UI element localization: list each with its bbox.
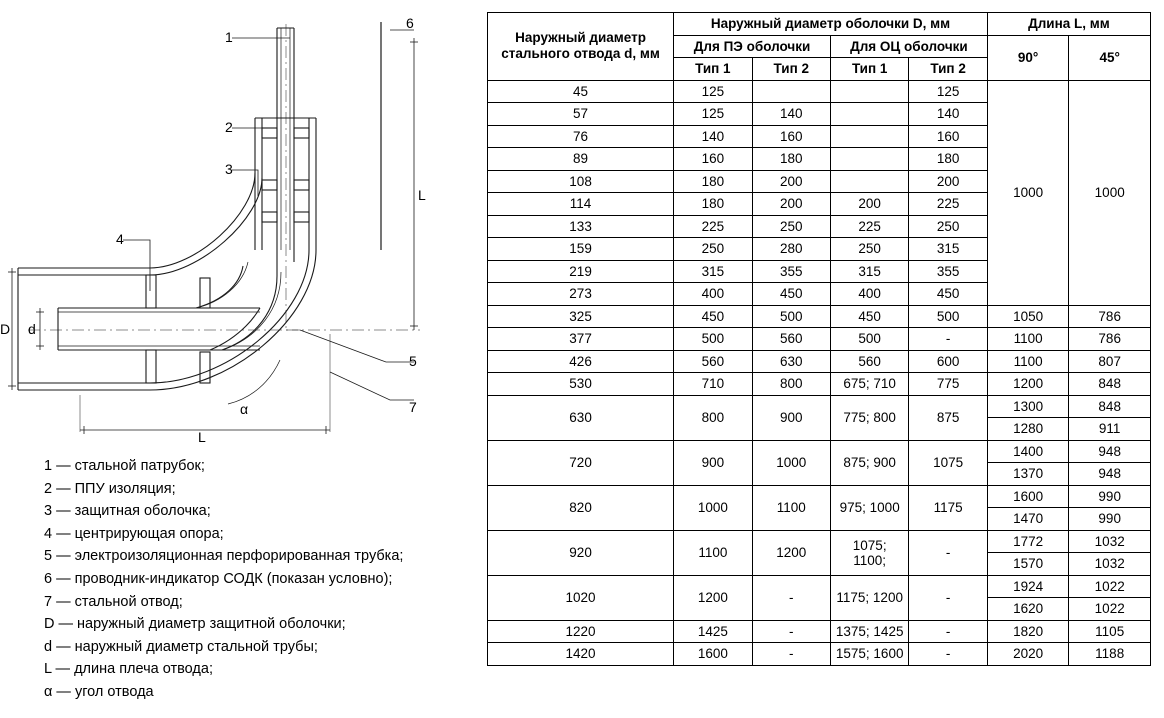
legend-item: D — наружный диаметр защитной оболочки; bbox=[44, 616, 346, 633]
cell-l45: 990 bbox=[1069, 485, 1151, 508]
legend-item: 3 — защитная оболочка; bbox=[44, 503, 211, 520]
cell-l90: 1000 bbox=[987, 80, 1069, 305]
cell-l45: 786 bbox=[1069, 328, 1151, 351]
cell-pe1: 140 bbox=[674, 125, 752, 148]
cell-pe2: - bbox=[752, 643, 830, 666]
cell-oc1: 1375; 1425 bbox=[830, 620, 908, 643]
cell-d: 89 bbox=[488, 148, 674, 171]
cell-oc2: 250 bbox=[909, 215, 987, 238]
header-oc-type-1: Тип 1 bbox=[830, 58, 908, 81]
cell-oc2: 180 bbox=[909, 148, 987, 171]
cell-pe1: 450 bbox=[674, 305, 752, 328]
cell-oc1 bbox=[830, 103, 908, 126]
cell-oc1: 250 bbox=[830, 238, 908, 261]
cell-l45: 1000 bbox=[1069, 80, 1151, 305]
cell-oc1: 400 bbox=[830, 283, 908, 306]
cell-pe1: 160 bbox=[674, 148, 752, 171]
cell-pe2: 500 bbox=[752, 305, 830, 328]
cell-oc2: 225 bbox=[909, 193, 987, 216]
cell-oc1: 975; 1000 bbox=[830, 485, 908, 530]
callout-4: 4 bbox=[116, 231, 124, 247]
dim-label-L-horizontal: L bbox=[198, 429, 206, 445]
callout-1: 1 bbox=[225, 29, 233, 45]
cell-d: 76 bbox=[488, 125, 674, 148]
dim-label-D: D bbox=[0, 321, 11, 337]
cell-d: 108 bbox=[488, 170, 674, 193]
cell-pe2: 1100 bbox=[752, 485, 830, 530]
cell-d: 530 bbox=[488, 373, 674, 396]
cell-pe2 bbox=[752, 80, 830, 103]
cell-oc2: 875 bbox=[909, 395, 987, 440]
cell-pe1: 225 bbox=[674, 215, 752, 238]
cell-oc2: 315 bbox=[909, 238, 987, 261]
cell-oc1: 225 bbox=[830, 215, 908, 238]
cell-oc2: - bbox=[909, 620, 987, 643]
elbow-drawing-svg bbox=[0, 0, 480, 460]
header-angle-45: 45° bbox=[1069, 35, 1151, 80]
cell-oc2: 500 bbox=[909, 305, 987, 328]
cell-pe2: 450 bbox=[752, 283, 830, 306]
table-row bbox=[488, 530, 1151, 553]
legend-list bbox=[44, 455, 474, 704]
table-row bbox=[488, 575, 1151, 598]
cell-oc2: 125 bbox=[909, 80, 987, 103]
cell-oc2: 160 bbox=[909, 125, 987, 148]
cell-pe2: 355 bbox=[752, 260, 830, 283]
header-length-group: Длина L, мм bbox=[987, 13, 1150, 36]
cell-oc1: 450 bbox=[830, 305, 908, 328]
cell-d: 133 bbox=[488, 215, 674, 238]
dim-label-L-vertical: L bbox=[418, 187, 426, 203]
callout-5: 5 bbox=[409, 353, 417, 369]
cell-d: 377 bbox=[488, 328, 674, 351]
cell-l90: 1924 bbox=[987, 575, 1069, 598]
cell-oc2: 1175 bbox=[909, 485, 987, 530]
cell-l90: 1400 bbox=[987, 440, 1069, 463]
cell-pe1: 180 bbox=[674, 193, 752, 216]
cell-l90: 1100 bbox=[987, 350, 1069, 373]
table-row bbox=[488, 305, 1151, 328]
cell-l90-alt: 1620 bbox=[987, 598, 1069, 621]
cell-pe1: 500 bbox=[674, 328, 752, 351]
table-row bbox=[488, 328, 1151, 351]
cell-pe1: 125 bbox=[674, 80, 752, 103]
cell-oc1: 1175; 1200 bbox=[830, 575, 908, 620]
cell-oc2: - bbox=[909, 530, 987, 575]
cell-oc1 bbox=[830, 170, 908, 193]
table-row bbox=[488, 80, 1151, 103]
cell-oc2: 775 bbox=[909, 373, 987, 396]
legend-item: 4 — центрирующая опора; bbox=[44, 525, 224, 542]
cell-d: 1020 bbox=[488, 575, 674, 620]
cell-l90-alt: 1280 bbox=[987, 418, 1069, 441]
cell-d: 426 bbox=[488, 350, 674, 373]
header-pe-type-2: Тип 2 bbox=[752, 58, 830, 81]
header-line-2: стального отвода d, мм bbox=[501, 46, 660, 62]
cell-l45: 1105 bbox=[1069, 620, 1151, 643]
table-row bbox=[488, 620, 1151, 643]
cell-pe1: 800 bbox=[674, 395, 752, 440]
cell-oc2: - bbox=[909, 328, 987, 351]
header-angle-90: 90° bbox=[987, 35, 1069, 80]
cell-pe2: 1200 bbox=[752, 530, 830, 575]
cell-l90-alt: 1570 bbox=[987, 553, 1069, 576]
cell-oc2: 1075 bbox=[909, 440, 987, 485]
cell-oc1: 315 bbox=[830, 260, 908, 283]
cell-oc1-line2: 1100; bbox=[853, 552, 887, 568]
cell-pe1: 900 bbox=[674, 440, 752, 485]
cell-d: 920 bbox=[488, 530, 674, 575]
cell-d: 820 bbox=[488, 485, 674, 530]
cell-oc1: 200 bbox=[830, 193, 908, 216]
cell-l90: 1600 bbox=[987, 485, 1069, 508]
header-line-1: Наружный диаметр bbox=[515, 30, 646, 46]
cell-oc1: 1575; 1600 bbox=[830, 643, 908, 666]
cell-l90: 1772 bbox=[987, 530, 1069, 553]
cell-pe2: 180 bbox=[752, 148, 830, 171]
cell-pe2: 200 bbox=[752, 170, 830, 193]
cell-oc1 bbox=[830, 530, 908, 575]
cell-d: 325 bbox=[488, 305, 674, 328]
cell-d: 273 bbox=[488, 283, 674, 306]
cell-l90: 1100 bbox=[987, 328, 1069, 351]
cell-l90: 1050 bbox=[987, 305, 1069, 328]
header-shell-diameter-group: Наружный диаметр оболочки D, мм bbox=[674, 13, 988, 36]
cell-pe2: 900 bbox=[752, 395, 830, 440]
cell-l45: 1188 bbox=[1069, 643, 1151, 666]
cell-d: 57 bbox=[488, 103, 674, 126]
header-oc-type-2: Тип 2 bbox=[909, 58, 987, 81]
table-head bbox=[488, 13, 1151, 81]
legend-item: 2 — ППУ изоляция; bbox=[44, 480, 176, 497]
dimensions-table-wrapper bbox=[487, 12, 1151, 666]
elbow-technical-drawing bbox=[0, 0, 480, 460]
cell-pe1: 1200 bbox=[674, 575, 752, 620]
table-row bbox=[488, 643, 1151, 666]
cell-oc1: 500 bbox=[830, 328, 908, 351]
cell-pe1: 125 bbox=[674, 103, 752, 126]
legend-item: L — длина плеча отвода; bbox=[44, 661, 213, 678]
cell-l45-alt: 1032 bbox=[1069, 553, 1151, 576]
legend-item: α — угол отвода bbox=[44, 683, 154, 700]
cell-pe1: 560 bbox=[674, 350, 752, 373]
cell-l45: 948 bbox=[1069, 440, 1151, 463]
dim-label-d: d bbox=[28, 321, 36, 337]
cell-l45-alt: 990 bbox=[1069, 508, 1151, 531]
legend-item: 7 — стальной отвод; bbox=[44, 593, 183, 610]
cell-l90: 1300 bbox=[987, 395, 1069, 418]
header-steel-elbow-diameter bbox=[488, 13, 674, 81]
cell-l90-alt: 1470 bbox=[987, 508, 1069, 531]
callout-7: 7 bbox=[409, 399, 417, 415]
table-row bbox=[488, 350, 1151, 373]
cell-pe2: - bbox=[752, 575, 830, 620]
callout-6: 6 bbox=[406, 15, 414, 31]
cell-d: 720 bbox=[488, 440, 674, 485]
cell-d: 1420 bbox=[488, 643, 674, 666]
cell-pe2: 250 bbox=[752, 215, 830, 238]
cell-l45: 786 bbox=[1069, 305, 1151, 328]
cell-pe2: 140 bbox=[752, 103, 830, 126]
cell-oc1-line1: 1075; bbox=[852, 537, 887, 553]
callout-3: 3 bbox=[225, 161, 233, 177]
table-row bbox=[488, 373, 1151, 396]
cell-pe1: 1000 bbox=[674, 485, 752, 530]
legend-item: d — наружный диаметр стальной трубы; bbox=[44, 638, 318, 655]
cell-oc1: 675; 710 bbox=[830, 373, 908, 396]
cell-pe2: - bbox=[752, 620, 830, 643]
callout-2: 2 bbox=[225, 119, 233, 135]
header-pe-shell: Для ПЭ оболочки bbox=[674, 35, 831, 58]
cell-pe1: 180 bbox=[674, 170, 752, 193]
cell-oc2: 355 bbox=[909, 260, 987, 283]
cell-oc2: - bbox=[909, 575, 987, 620]
cell-l45-alt: 948 bbox=[1069, 463, 1151, 486]
table-row bbox=[488, 395, 1151, 418]
cell-l90-alt: 1370 bbox=[987, 463, 1069, 486]
table-row bbox=[488, 440, 1151, 463]
cell-oc1 bbox=[830, 148, 908, 171]
legend-item: 6 — проводник-индикатор СОДК (показан условно); bbox=[44, 570, 393, 587]
cell-pe1: 1100 bbox=[674, 530, 752, 575]
cell-pe1: 1425 bbox=[674, 620, 752, 643]
cell-pe2: 160 bbox=[752, 125, 830, 148]
dimensions-table bbox=[487, 12, 1151, 666]
dim-label-alpha: α bbox=[240, 401, 249, 417]
cell-oc1: 560 bbox=[830, 350, 908, 373]
cell-d: 219 bbox=[488, 260, 674, 283]
cell-oc1: 875; 900 bbox=[830, 440, 908, 485]
cell-pe2: 800 bbox=[752, 373, 830, 396]
cell-l45-alt: 911 bbox=[1069, 418, 1151, 441]
cell-oc2: - bbox=[909, 643, 987, 666]
cell-pe1: 250 bbox=[674, 238, 752, 261]
cell-oc2: 450 bbox=[909, 283, 987, 306]
cell-l45: 848 bbox=[1069, 395, 1151, 418]
cell-pe2: 630 bbox=[752, 350, 830, 373]
cell-d: 630 bbox=[488, 395, 674, 440]
cell-pe2: 1000 bbox=[752, 440, 830, 485]
cell-l45: 807 bbox=[1069, 350, 1151, 373]
cell-oc1: 775; 800 bbox=[830, 395, 908, 440]
header-oc-shell: Для ОЦ оболочки bbox=[830, 35, 987, 58]
cell-d: 45 bbox=[488, 80, 674, 103]
cell-l90: 1820 bbox=[987, 620, 1069, 643]
cell-pe2: 280 bbox=[752, 238, 830, 261]
cell-pe1: 400 bbox=[674, 283, 752, 306]
cell-oc2: 140 bbox=[909, 103, 987, 126]
header-pe-type-1: Тип 1 bbox=[674, 58, 752, 81]
table-row bbox=[488, 485, 1151, 508]
cell-oc2: 200 bbox=[909, 170, 987, 193]
cell-pe1: 1600 bbox=[674, 643, 752, 666]
cell-pe2: 200 bbox=[752, 193, 830, 216]
cell-pe1: 710 bbox=[674, 373, 752, 396]
legend-item: 5 — электроизоляционная перфорированная трубка; bbox=[44, 548, 404, 565]
cell-l90: 2020 bbox=[987, 643, 1069, 666]
table-body bbox=[488, 80, 1151, 665]
cell-l45-alt: 1022 bbox=[1069, 598, 1151, 621]
cell-l90: 1200 bbox=[987, 373, 1069, 396]
cell-l45: 1022 bbox=[1069, 575, 1151, 598]
cell-d: 159 bbox=[488, 238, 674, 261]
cell-pe1: 315 bbox=[674, 260, 752, 283]
cell-oc1 bbox=[830, 80, 908, 103]
cell-oc1 bbox=[830, 125, 908, 148]
cell-d: 1220 bbox=[488, 620, 674, 643]
cell-l45: 1032 bbox=[1069, 530, 1151, 553]
legend-item: 1 — стальной патрубок; bbox=[44, 458, 205, 474]
cell-pe2: 560 bbox=[752, 328, 830, 351]
cell-d: 114 bbox=[488, 193, 674, 216]
cell-oc2: 600 bbox=[909, 350, 987, 373]
cell-l45: 848 bbox=[1069, 373, 1151, 396]
